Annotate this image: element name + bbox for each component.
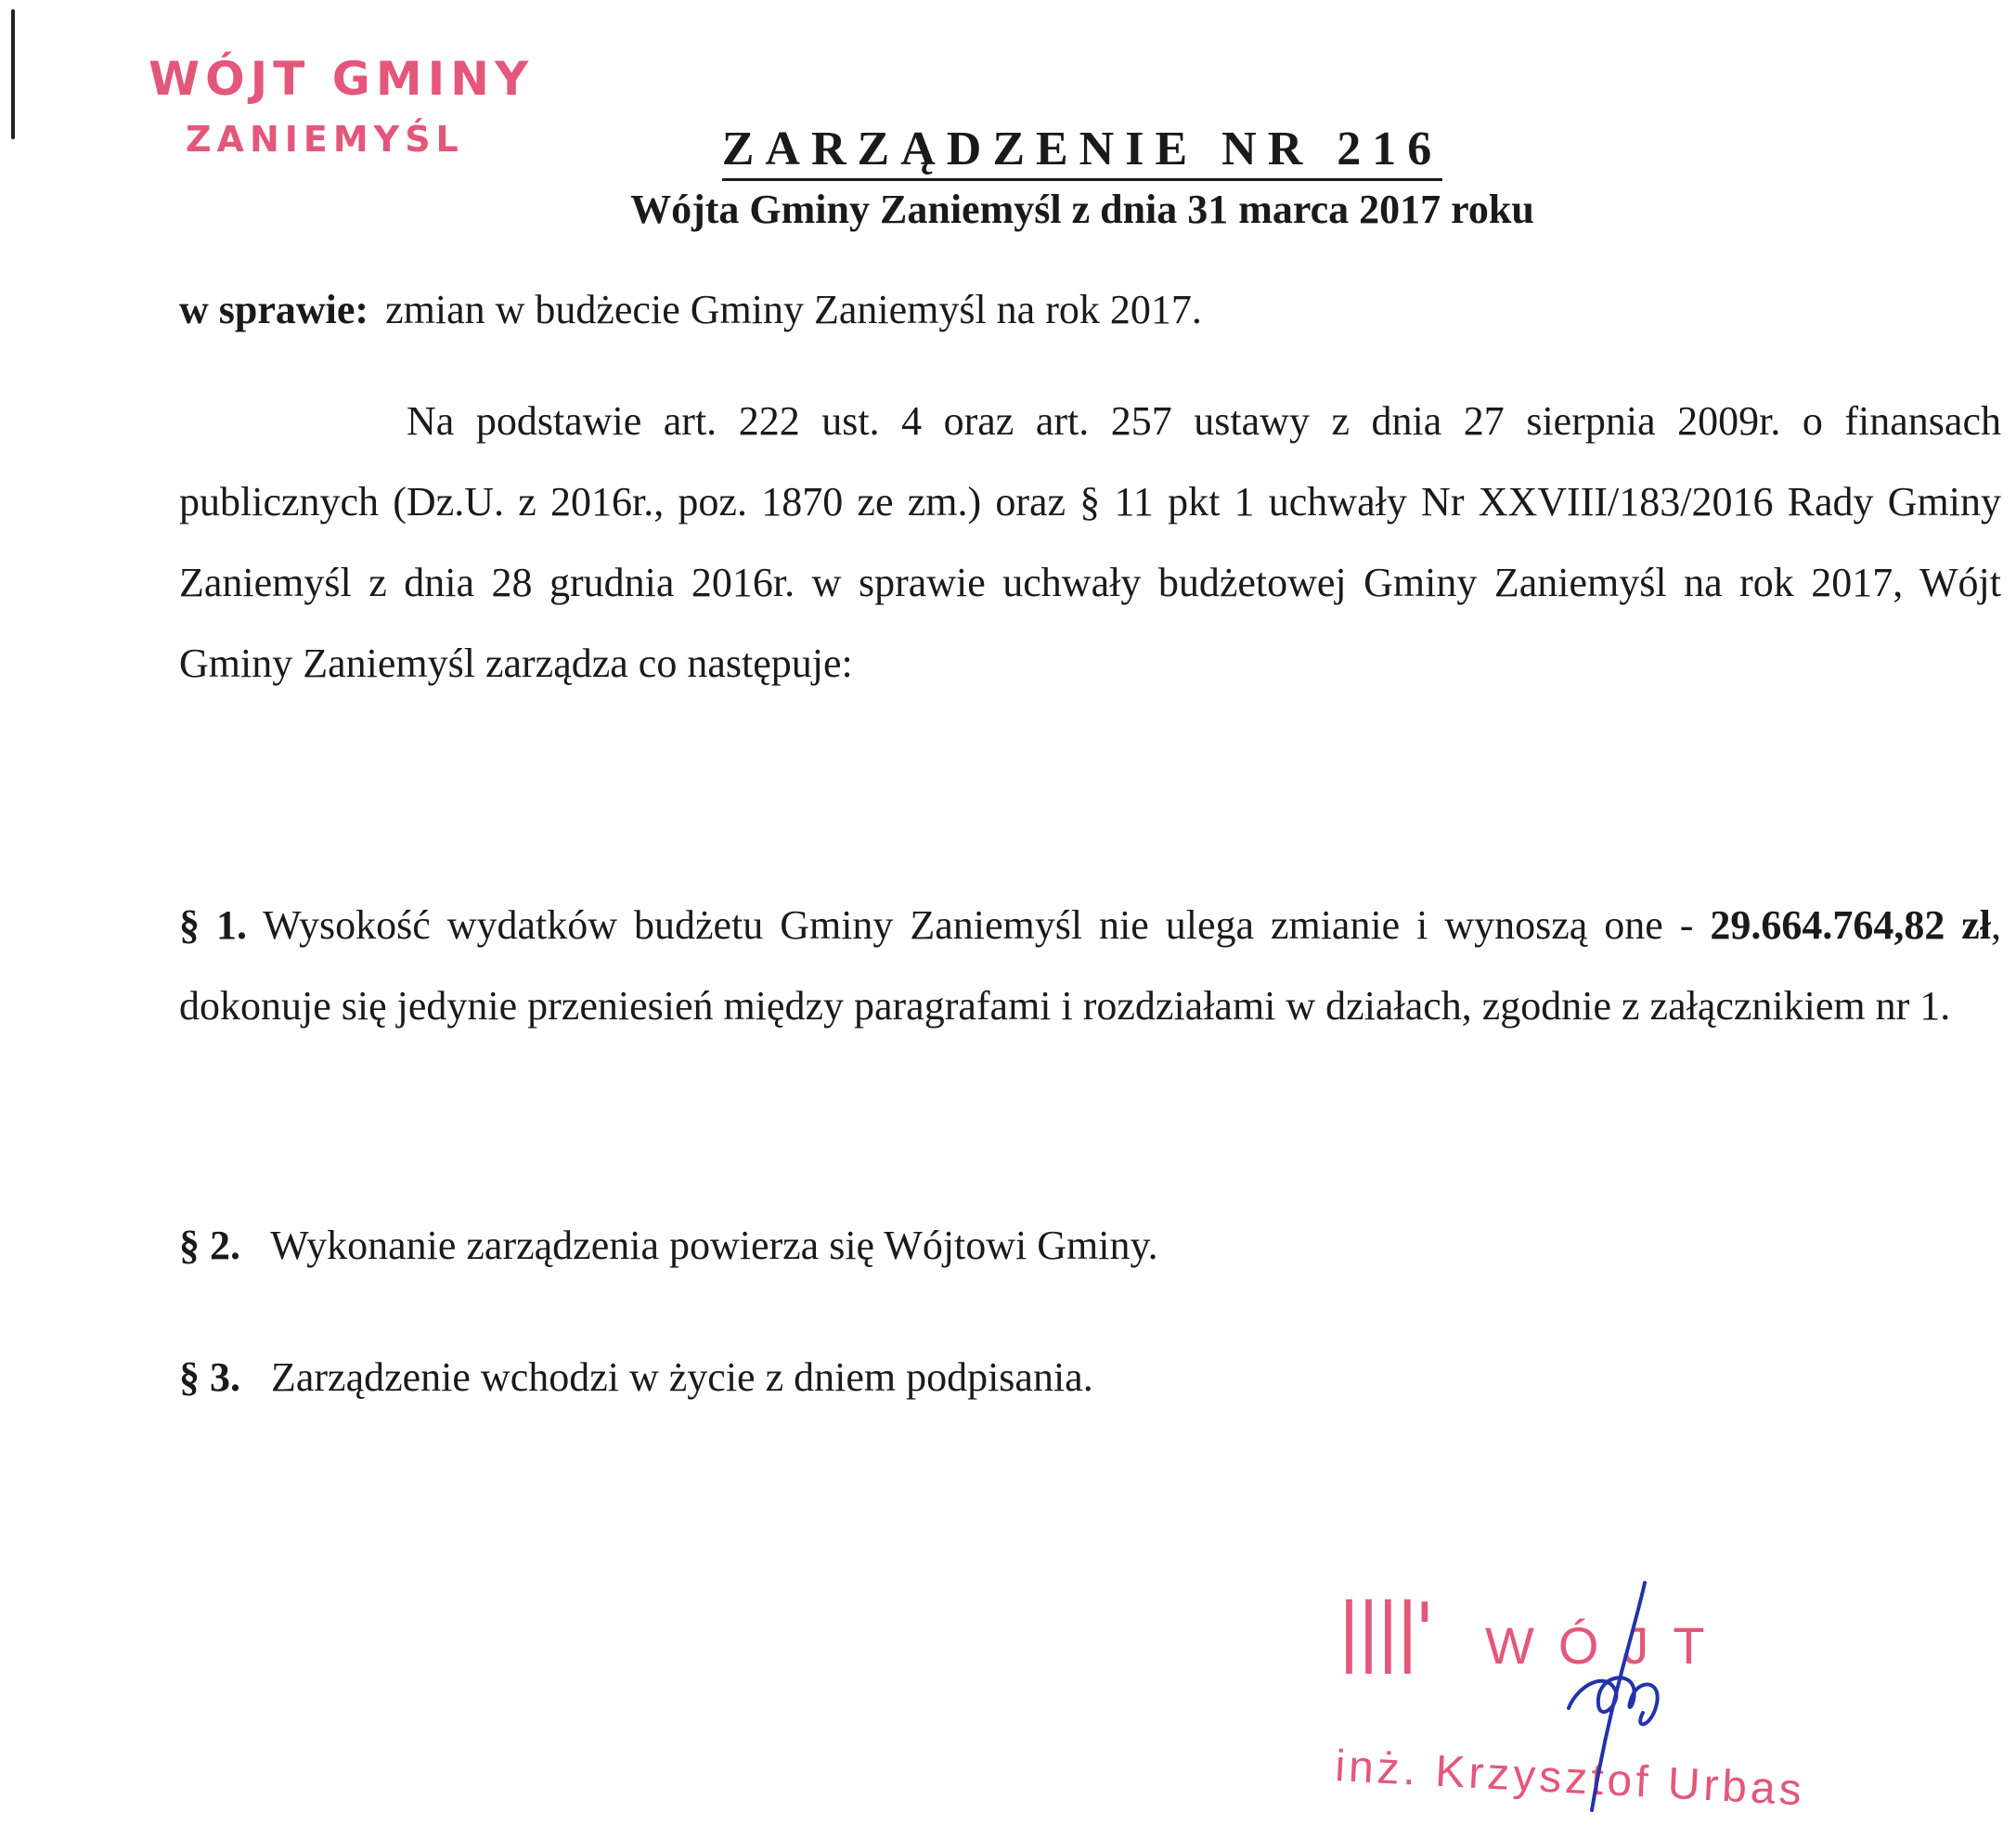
section-3 (179, 1337, 2001, 1418)
legal-basis-paragraph: Na podstawie art. 222 ust. 4 oraz art. 257 ustawy z dnia 27 sierpnia 2009r. o finansach publicznych (Dz.U. z 2016r., poz. 1870 ze zm.) oraz § 11 pkt 1 uchwały Nr XXVIII/183/2016 Rady Gminy Zaniemyśl z dnia 28 grudnia 2016r. w sprawie uchwały budżetowej Gminy Zaniemyśl na rok 2017, Wójt Gminy Zaniemyśl zarządza co następuje: (179, 398, 2001, 686)
subject-line (179, 286, 1202, 333)
office-stamp-line2: ZANIEMYŚL (186, 119, 464, 160)
section-1-text-before: Wysokość wydatków budżetu Gminy Zaniemyśl nie ulega zmianie i wynoszą one - (263, 902, 1694, 948)
stamp-bars-mark: ||||' (1337, 1587, 1429, 1674)
office-stamp-line1: WÓJT GMINY (149, 52, 535, 106)
document-title: ZARZĄDZENIE NR 216 (722, 121, 1443, 181)
section-2 (179, 1205, 2001, 1286)
signature-stamp-title: WÓJT (1485, 1616, 1729, 1675)
section-3-text: Zarządzenie wchodzi w życie z dniem podpisania. (271, 1354, 1093, 1400)
signature-stamp (1327, 1578, 1996, 1820)
section-1-amount: 29.664.764,82 zł (1710, 902, 1992, 948)
section-1-text-after: , dokonuje się jedynie przeniesień między paragrafami i rozdziałami w działach, zgodnie z załącznikiem nr 1. (179, 902, 2002, 1029)
scan-margin-line (11, 9, 15, 139)
subject-label: w sprawie: (179, 287, 369, 332)
document-header (0, 121, 2016, 239)
section-1-number: § 1. (179, 902, 247, 948)
section-1 (179, 885, 2001, 1046)
section-2-text: Wykonanie zarządzenia powierza się Wójtowi Gminy. (270, 1223, 1158, 1268)
signature-stamp-name: inż. Krzysztof Urbas (1334, 1741, 1807, 1816)
section-2-number: § 2. (179, 1223, 240, 1268)
document-subtitle: Wójta Gminy Zaniemyśl z dnia 31 marca 2017 roku (630, 187, 1534, 232)
subject-text: zmian w budżecie Gminy Zaniemyśl na rok 2017. (385, 287, 1202, 332)
section-3-number: § 3. (179, 1354, 240, 1400)
handwritten-signature (1541, 1578, 1689, 1820)
